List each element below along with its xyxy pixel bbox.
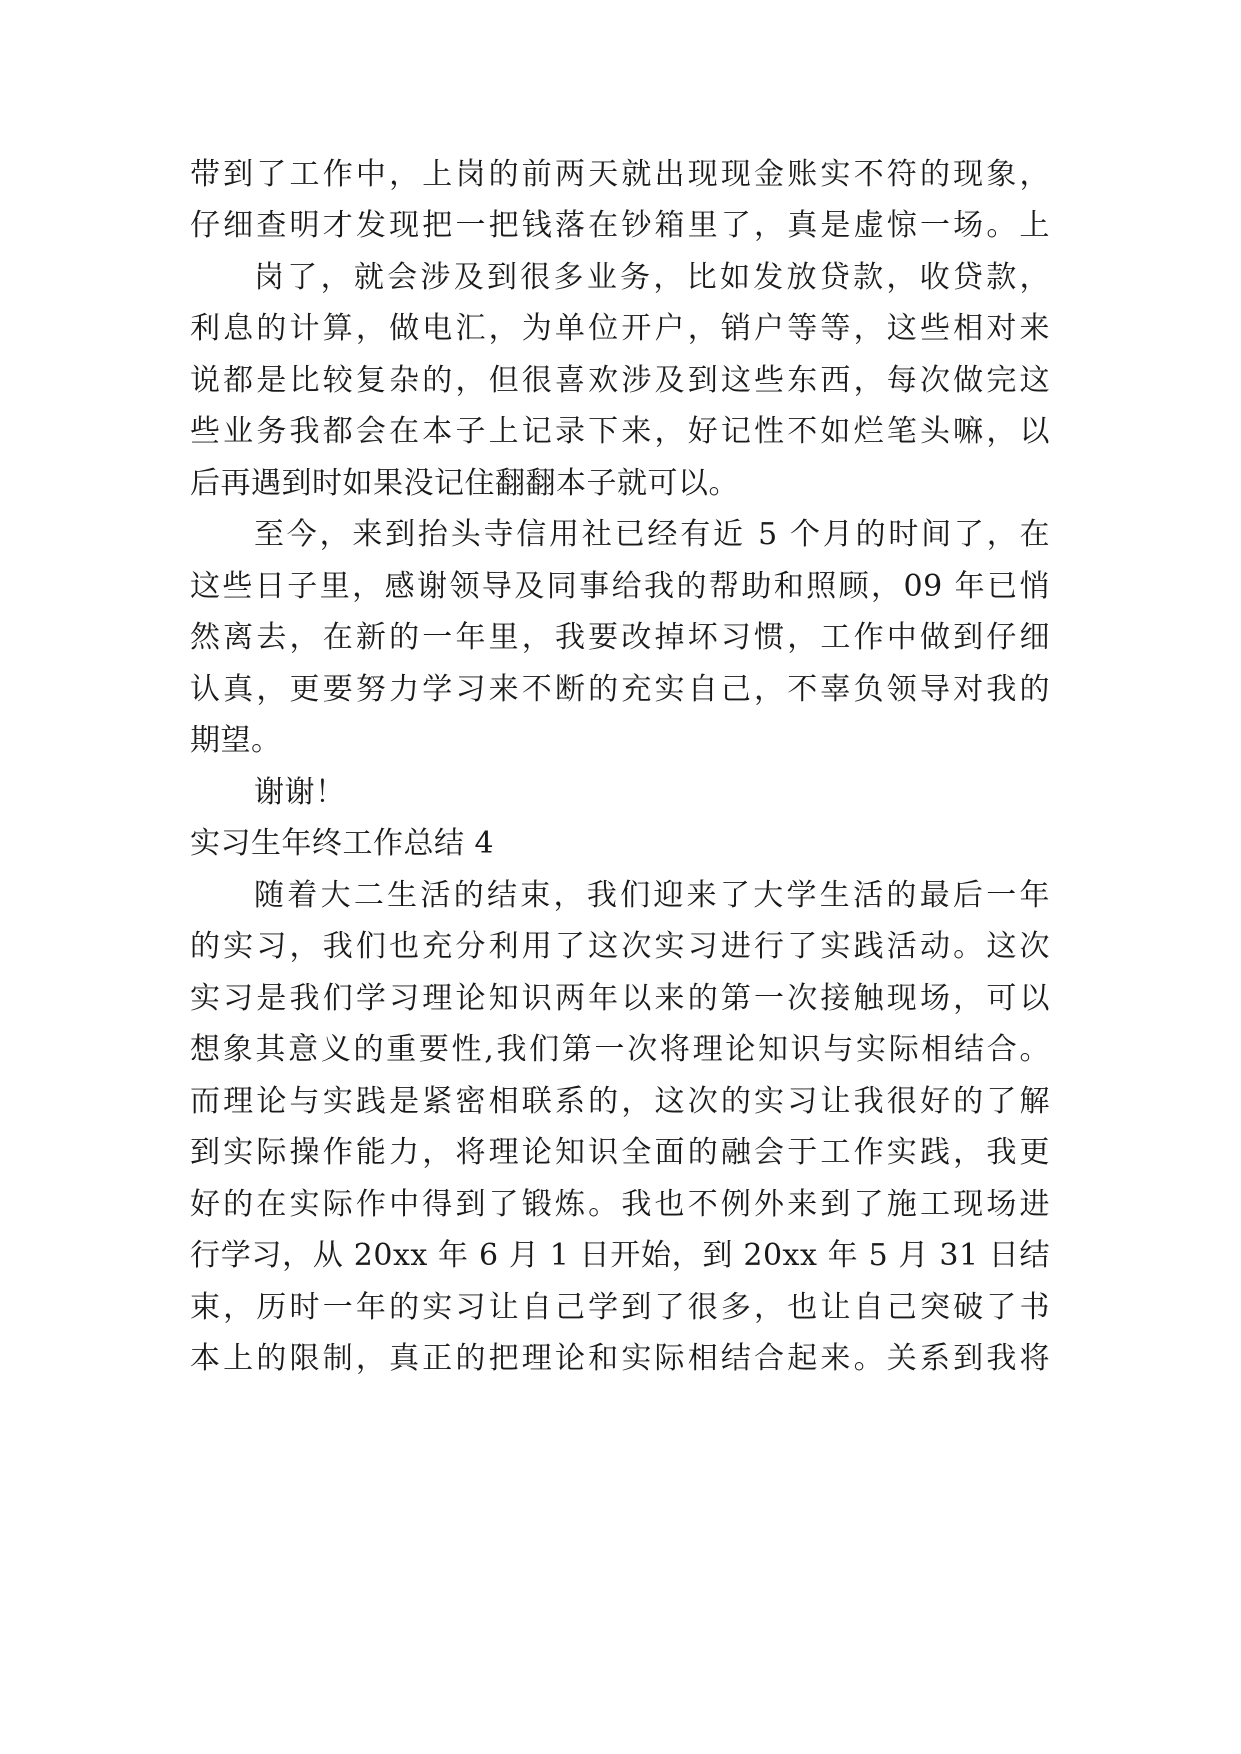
text-line: 好的在实际作中得到了锻炼。我也不例外来到了施工现场进	[190, 1187, 1050, 1222]
text-line: 这些日子里，感谢领导及同事给我的帮助和照顾，09 年已悄	[190, 569, 1050, 604]
text-line: 到实际操作能力，将理论知识全面的融会于工作实践，我更	[190, 1135, 1050, 1170]
text-line: 带到了工作中，上岗的前两天就出现现金账实不符的现象，	[190, 157, 1050, 192]
text-line: 仔细查明才发现把一把钱落在钞箱里了，真是虚惊一场。上	[190, 208, 1050, 243]
text-line: 说都是比较复杂的，但很喜欢涉及到这些东西，每次做完这	[190, 363, 1050, 398]
text-line: 认真，更要努力学习来不断的充实自己，不辜负领导对我的	[190, 672, 1050, 707]
text-line: 至今，来到抬头寺信用社已经有近 5 个月的时间了，在	[254, 517, 1050, 552]
text-line: 岗了，就会涉及到很多业务，比如发放贷款，收贷款，	[254, 260, 1050, 295]
text-line: 随着大二生活的结束，我们迎来了大学生活的最后一年	[254, 878, 1050, 913]
text-line: 然离去，在新的一年里，我要改掉坏习惯，工作中做到仔细	[190, 620, 1050, 655]
text-line: 些业务我都会在本子上记录下来，好记性不如烂笔头嘛，以	[190, 414, 1050, 449]
text-line: 行学习，从 20xx 年 6 月 1 日开始，到 20xx 年 5 月 31 日结	[190, 1238, 1050, 1273]
text-line: 期望。	[190, 723, 282, 758]
text-line: 想象其意义的重要性,我们第一次将理论知识与实际相结合。	[190, 1032, 1050, 1067]
text-line: 束，历时一年的实习让自己学到了很多，也让自己突破了书	[190, 1290, 1050, 1325]
section-heading: 实习生年终工作总结 4	[190, 826, 495, 861]
text-line: 谢谢！	[254, 775, 346, 810]
text-line: 后再遇到时如果没记住翻翻本子就可以。	[190, 466, 739, 501]
text-line: 本上的限制，真正的把理论和实际相结合起来。关系到我将	[190, 1341, 1050, 1376]
text-line: 实习是我们学习理论知识两年以来的第一次接触现场，可以	[190, 981, 1050, 1016]
text-line: 的实习，我们也充分利用了这次实习进行了实践活动。这次	[190, 929, 1050, 964]
text-line: 利息的计算，做电汇，为单位开户，销户等等，这些相对来	[190, 311, 1050, 346]
text-line: 而理论与实践是紧密相联系的，这次的实习让我很好的了解	[190, 1084, 1050, 1119]
